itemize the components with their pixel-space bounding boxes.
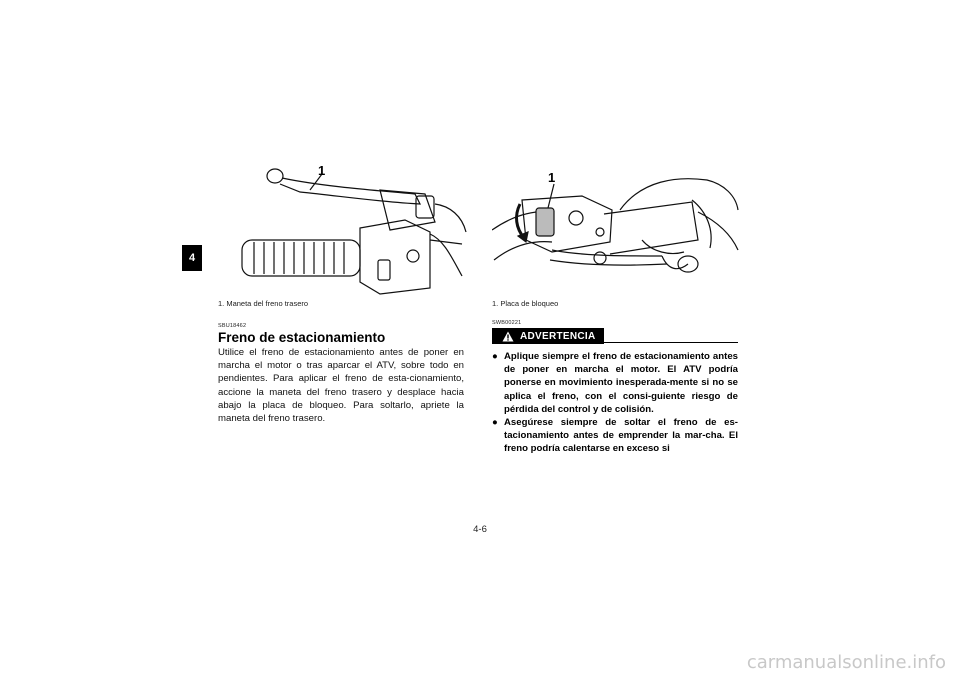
divider [604, 342, 738, 343]
page-number: 4-6 [473, 524, 487, 535]
list-item [492, 350, 738, 416]
watermark: carmanualsonline.info [746, 652, 946, 673]
figure-callout: 1 [318, 163, 326, 178]
warning-code: SWB00221 [492, 320, 522, 326]
section-code: SBU18462 [218, 323, 247, 329]
bullet-icon: ● [492, 417, 498, 429]
warning-list [492, 350, 738, 456]
brake-lever-illustration [230, 160, 470, 300]
warning-badge [492, 328, 604, 344]
warning-text: Aplique siempre el freno de estacionamiento antes de poner en marcha el motor. El ATV podría ponerse en movimiento inesperada-mente si no se aplica el freno, con el consi-guiente riesgo de pérdida del control y de colisión. [504, 351, 738, 415]
warning-text: Asegúrese siempre de soltar el freno de es-tacionamiento antes de emprender la mar-cha. El freno podría calentarse en exceso si [504, 417, 738, 455]
figure-caption: 1. Maneta del freno trasero [218, 299, 309, 308]
section-body: Utilice el freno de estacionamiento antes de poner en marcha el motor o tras aparcar el ATV, sobre todo en pendientes. Para aplicar el freno de esta-cionamiento, accione la maneta del freno trasero y desplace hacia abajo la placa de bloqueo. Para soltarlo, apriete la maneta del freno trasero. [218, 347, 464, 425]
figure-callout: 1 [548, 170, 556, 185]
section-title: Freno de estacionamiento [218, 330, 386, 345]
warning-label: ADVERTENCIA [520, 330, 596, 342]
list-item [492, 416, 738, 456]
lock-plate-illustration [492, 160, 740, 300]
figure-caption: 1. Placa de bloqueo [492, 299, 559, 308]
warning-triangle-icon [502, 331, 514, 342]
bullet-icon: ● [492, 351, 498, 362]
chapter-tab: 4 [182, 245, 202, 271]
warning-header [492, 328, 738, 344]
